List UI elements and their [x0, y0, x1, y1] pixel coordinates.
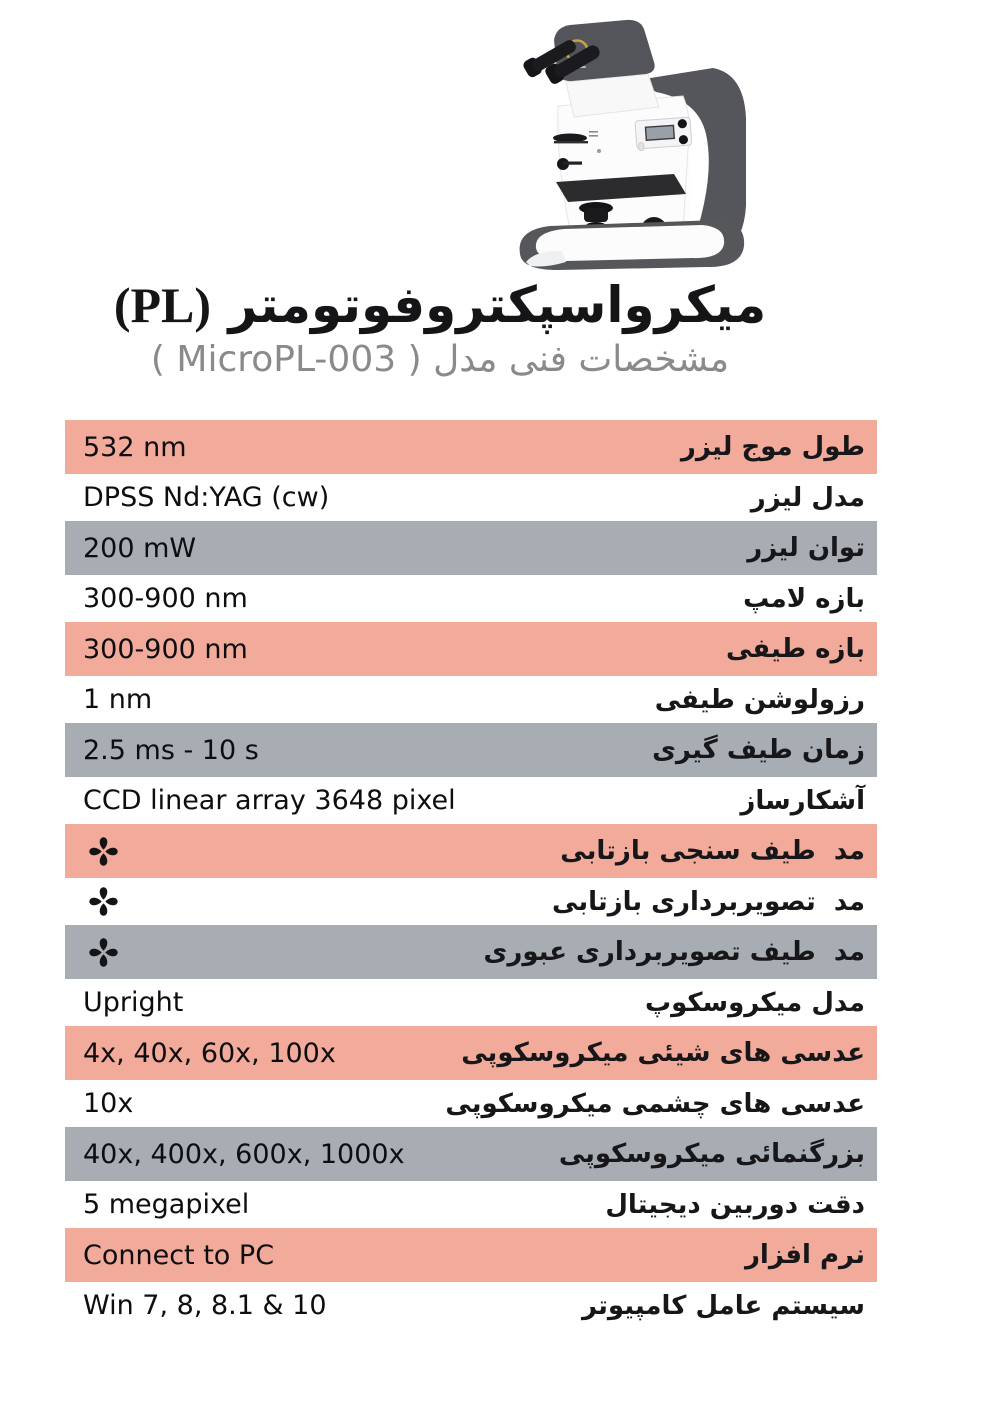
spec-value: 4x, 40x, 60x, 100x — [83, 1037, 336, 1069]
spec-label: مد طیف سنجی بازتابی — [560, 836, 865, 866]
four-petal-check-icon — [65, 936, 120, 969]
spec-value: 1 nm — [83, 684, 153, 715]
spec-row — [65, 521, 877, 575]
page-title-fa: میکرواسپکتروفوتومتر — [228, 276, 767, 334]
spec-label: طول موج لیزر — [680, 432, 865, 462]
spec-value: 2.5 ms - 10 s — [83, 734, 259, 766]
spec-row — [65, 777, 877, 824]
spec-label: سیستم عامل کامپیوتر — [581, 1290, 865, 1321]
spec-value: Connect to PC — [83, 1239, 275, 1271]
title-block — [60, 278, 820, 380]
spec-row — [65, 1127, 877, 1181]
spec-row — [65, 1228, 877, 1282]
spec-label: زمان طیف گیری — [652, 735, 865, 765]
spec-label: مد تصویربرداری بازتابی — [552, 886, 865, 917]
spec-label: مد طیف تصویربرداری عبوری — [483, 937, 865, 967]
spec-row — [65, 1181, 877, 1228]
spec-value: 40x, 400x, 600x, 1000x — [83, 1138, 405, 1170]
spec-value: Upright — [83, 987, 184, 1018]
spec-row — [65, 1026, 877, 1080]
spec-label: عدسی های چشمی میکروسکوپی — [445, 1088, 865, 1119]
spec-value: 5 megapixel — [83, 1189, 250, 1220]
spec-label: رزولوشن طیفی — [654, 684, 865, 715]
four-petal-check-icon — [65, 835, 120, 868]
spec-table — [65, 420, 877, 1329]
spec-label: بزرگنمائی میکروسکوپی — [558, 1139, 865, 1169]
spec-label: بازه لامپ — [743, 583, 865, 614]
spec-label: توان لیزر — [747, 533, 865, 563]
page-title-model-code: (PL) — [113, 277, 212, 333]
spec-value: 532 nm — [83, 431, 187, 463]
spec-row — [65, 575, 877, 622]
spec-row — [65, 1282, 877, 1329]
spec-label: نرم افزار — [744, 1240, 865, 1270]
spec-label: بازه طیفی — [725, 634, 865, 664]
spec-value: 200 mW — [83, 532, 197, 564]
spec-row — [65, 723, 877, 777]
spec-value: CCD linear array 3648 pixel — [83, 785, 456, 816]
page-subtitle: مشخصات فنی مدل ( MicroPL-003 ) — [150, 339, 730, 380]
page-title — [60, 278, 820, 333]
spec-row — [65, 622, 877, 676]
lcd-panel — [635, 117, 692, 151]
spec-value: 300-900 nm — [83, 583, 248, 614]
spec-row — [65, 1080, 877, 1127]
spec-label: عدسی های شیئی میکروسکوپی — [461, 1038, 865, 1068]
microscope-image — [478, 10, 778, 280]
spec-row — [65, 925, 877, 979]
microscope-illustration — [478, 10, 778, 280]
spec-row — [65, 979, 877, 1026]
spec-label: دقت دوربین دیجیتال — [605, 1189, 865, 1220]
spec-value: 300-900 nm — [83, 633, 248, 665]
spec-row — [65, 824, 877, 878]
spec-value: 10x — [83, 1088, 134, 1119]
spec-value: Win 7, 8, 8.1 & 10 — [83, 1290, 327, 1321]
four-petal-check-icon — [65, 885, 120, 918]
spec-value: DPSS Nd:YAG (cw) — [83, 482, 330, 513]
spec-row — [65, 474, 877, 521]
spec-label: مدل لیزر — [750, 482, 865, 513]
spec-label: مدل میکروسکوپ — [644, 987, 865, 1018]
spec-row — [65, 878, 877, 925]
spec-row — [65, 676, 877, 723]
spec-row — [65, 420, 877, 474]
spec-label: آشکارساز — [740, 785, 865, 816]
